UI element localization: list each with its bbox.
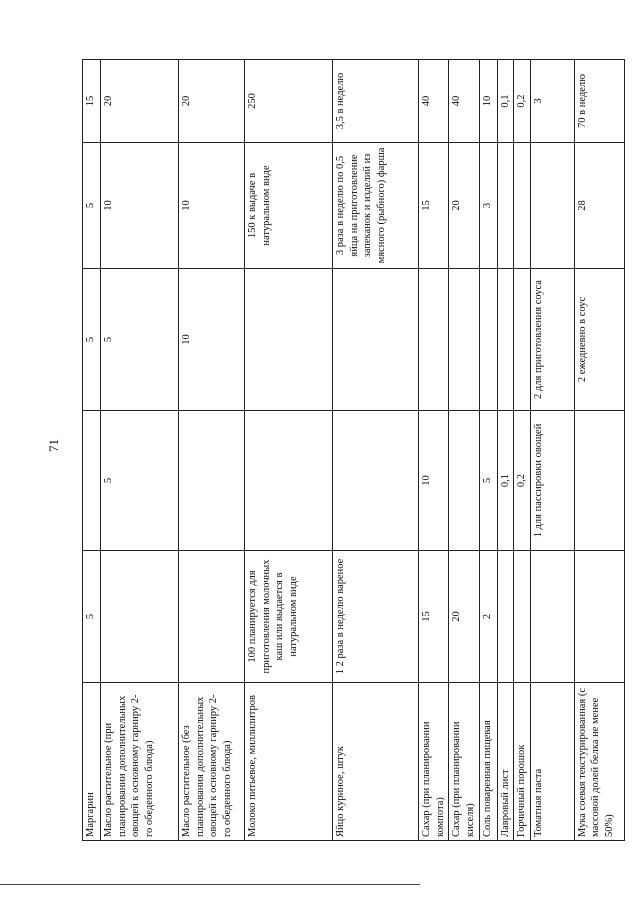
table-row — [245, 60, 333, 841]
value-cell — [333, 269, 419, 411]
product-name-cell: Томатная паста — [530, 683, 574, 841]
table-row — [449, 60, 479, 841]
value-cell: 10 — [179, 143, 245, 269]
value-cell — [514, 143, 531, 269]
value-cell: 0,2 — [514, 411, 531, 551]
value-cell: 20 — [449, 551, 479, 683]
value-cell — [514, 269, 531, 411]
product-name-cell: Масло растительное (при планировании дополнительных овощей к основному гарниру 2-го обеденного блюда) — [101, 683, 179, 841]
value-cell — [179, 551, 245, 683]
value-cell — [419, 269, 449, 411]
value-cell — [179, 411, 245, 551]
value-cell: 20 — [449, 143, 479, 269]
value-cell: 1 для пассировки овощей — [530, 411, 574, 551]
value-cell: 3 раза в неделю по 0,5 яйца на приготовление запеканок и изделий из мясного (рыбного) фарша — [333, 143, 419, 269]
value-cell: 2 для приготовления соуса — [530, 269, 574, 411]
value-cell: 250 — [245, 60, 333, 143]
product-name-cell: Горчичный порошок — [514, 683, 531, 841]
value-cell — [530, 143, 574, 269]
value-cell: 10 — [419, 411, 449, 551]
product-name-cell: Яйцо куриное, штук — [333, 683, 419, 841]
value-cell: 20 — [179, 60, 245, 143]
value-cell — [449, 269, 479, 411]
value-cell: 0,2 — [514, 60, 531, 143]
value-cell: 0,1 — [497, 411, 514, 551]
value-cell — [333, 411, 419, 551]
value-cell: 28 — [574, 143, 624, 269]
value-cell: 40 — [419, 60, 449, 143]
footer-rule — [0, 884, 420, 885]
value-cell: 2 ежедневно в соус — [574, 269, 624, 411]
product-name-cell: Сахар (при планировании киселя) — [449, 683, 479, 841]
value-cell: 5 — [101, 411, 179, 551]
table-row — [497, 60, 514, 841]
table-row — [514, 60, 531, 841]
value-cell — [497, 269, 514, 411]
value-cell — [101, 551, 179, 683]
table-row — [574, 60, 624, 841]
value-cell — [83, 411, 101, 551]
value-cell: 40 — [449, 60, 479, 143]
product-name-cell: Молоко питьевое, миллилитров — [245, 683, 333, 841]
value-cell: 5 — [83, 143, 101, 269]
product-name-cell: Сахар (при планировании компота) — [419, 683, 449, 841]
table-row — [479, 60, 497, 841]
value-cell — [479, 269, 497, 411]
value-cell: 1 2 раза в неделю вареное — [333, 551, 419, 683]
value-cell: 2 — [479, 551, 497, 683]
table-row — [101, 60, 179, 841]
value-cell: 10 — [479, 60, 497, 143]
value-cell — [245, 269, 333, 411]
value-cell — [497, 143, 514, 269]
value-cell: 15 — [83, 60, 101, 143]
value-cell — [497, 551, 514, 683]
value-cell — [245, 411, 333, 551]
value-cell: 100 планируется для приготовления молочных каш или выдается в натуральном виде — [245, 551, 333, 683]
value-cell — [574, 551, 624, 683]
table-row — [530, 60, 574, 841]
value-cell — [449, 411, 479, 551]
rotated-table-container — [82, 60, 616, 841]
value-cell: 10 — [179, 269, 245, 411]
value-cell: 150 к выдаче в натуральном виде — [245, 143, 333, 269]
nutrition-norms-table — [82, 59, 625, 841]
value-cell: 0,1 — [497, 60, 514, 143]
value-cell: 3 — [479, 143, 497, 269]
value-cell: 15 — [419, 143, 449, 269]
table-row — [179, 60, 245, 841]
product-name-cell: Масло растительное (без планирования дополнительных овощей к основному гарниру 2-го обеденного блюда) — [179, 683, 245, 841]
value-cell — [514, 551, 531, 683]
product-name-cell: Лавровый лист — [497, 683, 514, 841]
table-row — [83, 60, 101, 841]
value-cell: 5 — [83, 551, 101, 683]
value-cell — [530, 551, 574, 683]
value-cell: 15 — [419, 551, 449, 683]
value-cell: 70 в неделю — [574, 60, 624, 143]
product-name-cell: Маргарин — [83, 683, 101, 841]
value-cell: 3 — [530, 60, 574, 143]
value-cell: 20 — [101, 60, 179, 143]
page-number: 71 — [46, 439, 61, 452]
value-cell: 5 — [479, 411, 497, 551]
value-cell: 10 — [101, 143, 179, 269]
product-name-cell: Мука соевая текстурированная (с массовой долей белка не менее 50%) — [574, 683, 624, 841]
product-name-cell: Соль поваренная пищевая — [479, 683, 497, 841]
table-row — [419, 60, 449, 841]
value-cell: 3,5 в неделю — [333, 60, 419, 143]
value-cell — [574, 411, 624, 551]
table-row — [333, 60, 419, 841]
value-cell: 5 — [101, 269, 179, 411]
value-cell: 5 — [83, 269, 101, 411]
